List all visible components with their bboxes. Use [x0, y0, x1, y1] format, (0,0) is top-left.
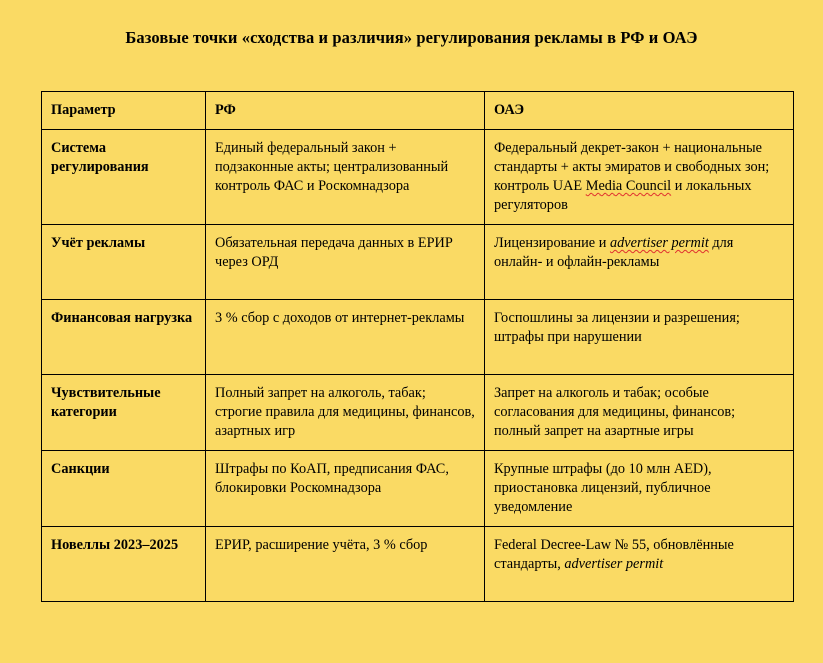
table-row [42, 225, 794, 300]
comparison-table-wrapper [41, 91, 793, 602]
row-parameter: Чувствительные категории [42, 375, 206, 451]
table-row [42, 130, 794, 225]
row-rf-value: ЕРИР, расширение учёта, 3 % сбор [206, 527, 485, 602]
table-body [42, 130, 794, 602]
row-parameter: Финансовая нагрузка [42, 300, 206, 375]
table-row [42, 451, 794, 527]
row-uae-value: Federal Decree-Law № 55, обновлённые стандарты, advertiser permit [485, 527, 794, 602]
table-row [42, 375, 794, 451]
row-parameter: Учёт рекламы [42, 225, 206, 300]
row-rf-value: Штрафы по КоАП, предписания ФАС, блокировки Роскомнадзора [206, 451, 485, 527]
row-uae-value: Запрет на алкоголь и табак; особые согласования для медицины, финансов; полный запрет на азартные игры [485, 375, 794, 451]
row-rf-value: Единый федеральный закон + подзаконные акты; централизованный контроль ФАС и Роскомнадзора [206, 130, 485, 225]
column-header-uae: ОАЭ [485, 92, 794, 130]
row-rf-value: Полный запрет на алкоголь, табак; строгие правила для медицины, финансов, азартных игр [206, 375, 485, 451]
row-parameter: Санкции [42, 451, 206, 527]
column-header-rf: РФ [206, 92, 485, 130]
row-rf-value: 3 % сбор с доходов от интернет-рекламы [206, 300, 485, 375]
row-uae-value: Лицензирование и advertiser permit для онлайн- и офлайн-рекламы [485, 225, 794, 300]
row-uae-value: Крупные штрафы (до 10 млн AED), приостановка лицензий, публичное уведомление [485, 451, 794, 527]
comparison-table [41, 91, 794, 602]
table-row [42, 300, 794, 375]
column-header-parameter: Параметр [42, 92, 206, 130]
row-rf-value: Обязательная передача данных в ЕРИР через ОРД [206, 225, 485, 300]
row-parameter: Система регулирования [42, 130, 206, 225]
page-title: Базовые точки «сходства и различия» регулирования рекламы в РФ и ОАЭ [125, 28, 698, 47]
table-header [42, 92, 794, 130]
row-uae-value: Федеральный декрет-закон + национальные стандарты + акты эмиратов и свободных зон; контроль UAE Media Council и локальных регуляторов [485, 130, 794, 225]
row-uae-value: Госпошлины за лицензии и разрешения; штрафы при нарушении [485, 300, 794, 375]
table-row [42, 527, 794, 602]
table-header-row [42, 92, 794, 130]
row-parameter: Новеллы 2023–2025 [42, 527, 206, 602]
